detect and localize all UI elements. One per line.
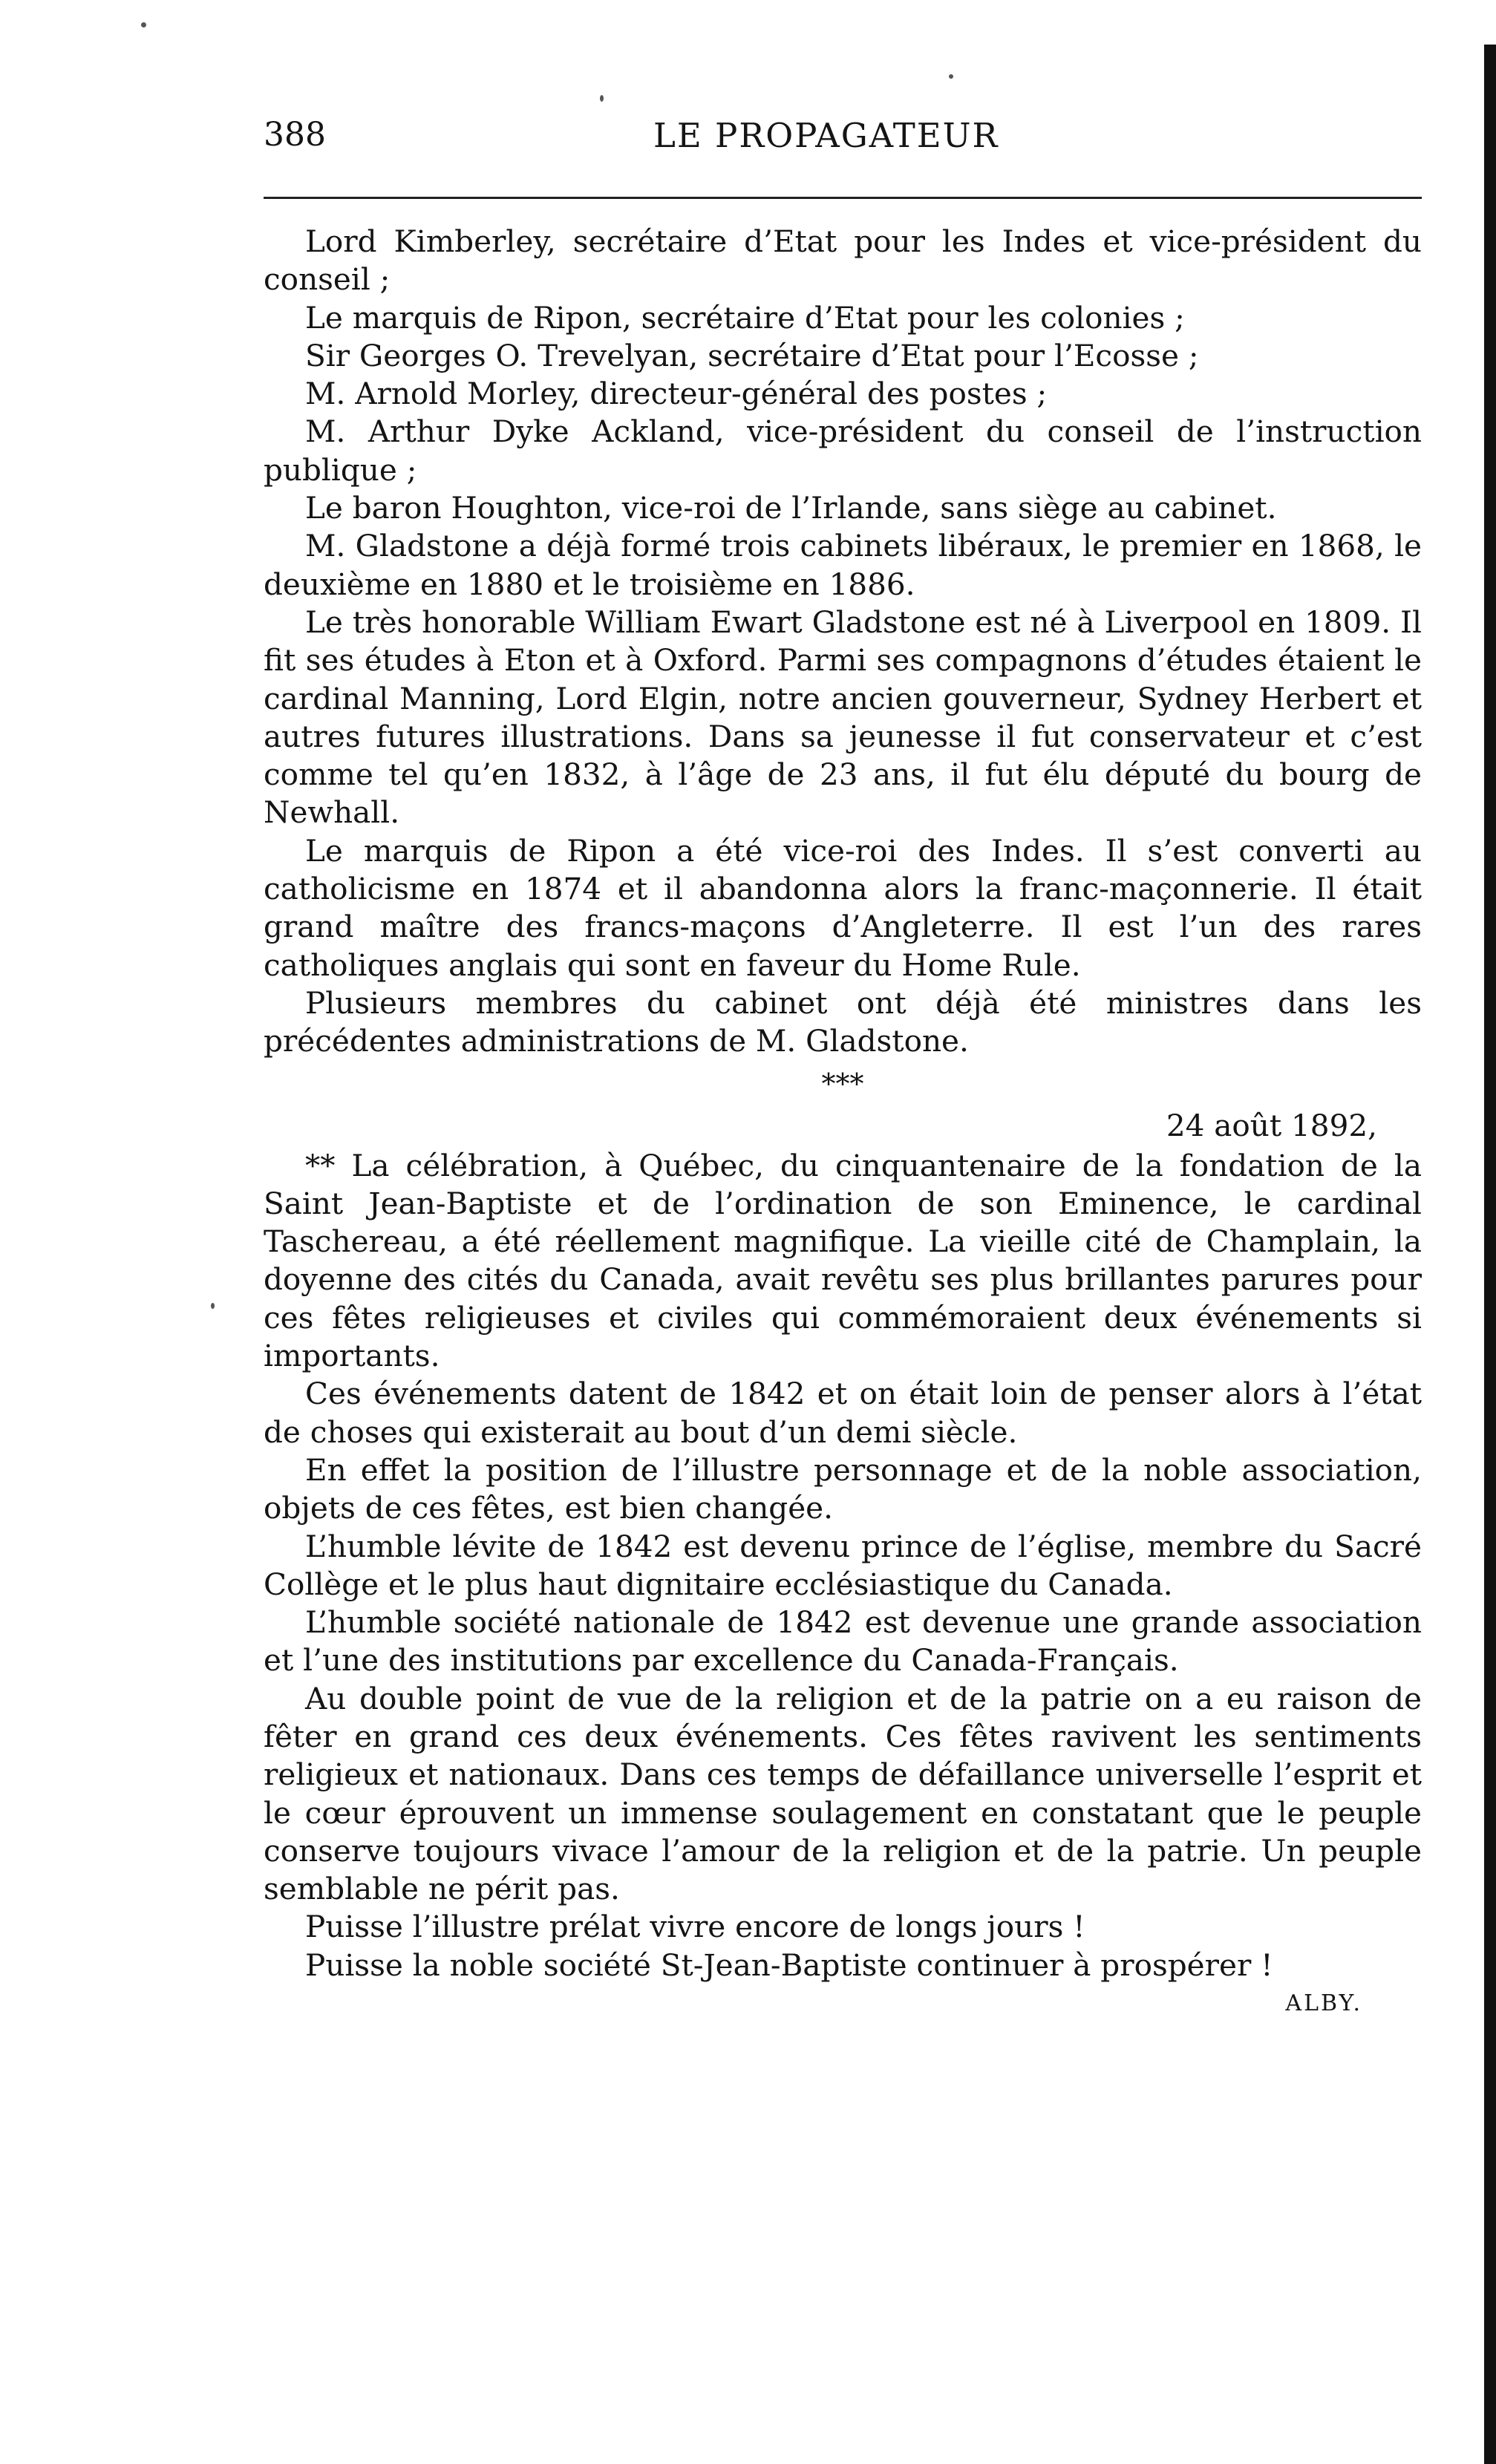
paragraph: M. Gladstone a déjà formé trois cabinets libéraux, le premier en 1868, le deuxième en 1880 et le troisième en 1886. bbox=[264, 528, 1422, 602]
paragraph: Le marquis de Ripon a été vice-roi des Indes. Il s’est converti au catholicisme en 1874 et il abandonna alors la franc-maçonnerie. Il était grand maître des francs-maçons d’Angleterre. Il est l’un des rares catholiques anglais qui sont en faveur du Home Rule. bbox=[264, 832, 1422, 983]
paragraph: Le baron Houghton, vice-roi de l’Irlande, sans siège au cabinet. bbox=[305, 490, 1277, 526]
paragraph: L’humble société nationale de 1842 est devenue une grande association et l’une des institutions par excellence du Canada-Français. bbox=[264, 1604, 1422, 1679]
page-header bbox=[264, 110, 1422, 162]
scan-speck bbox=[949, 74, 953, 79]
asterism-separator: *** bbox=[821, 1067, 864, 1100]
header-rule bbox=[264, 197, 1422, 199]
running-title: LE PROPAGATEUR bbox=[653, 116, 999, 155]
paragraph: M. Arthur Dyke Ackland, vice-président du conseil de l’instruction publique ; bbox=[264, 414, 1422, 488]
paragraph: Le marquis de Ripon, secrétaire d’Etat pour les colonies ; bbox=[305, 299, 1185, 336]
paragraph: Ces événements datent de 1842 et on était loin de penser alors à l’état de choses qui existerait au bout d’un demi siècle. bbox=[264, 1376, 1422, 1450]
scan-speck bbox=[211, 1303, 215, 1309]
author-signature: ALBY. bbox=[1285, 1990, 1362, 2017]
scan-speck bbox=[141, 22, 146, 27]
paragraph: Sir Georges O. Trevelyan, secrétaire d’Etat pour l’Ecosse ; bbox=[305, 337, 1199, 373]
scan-speck bbox=[600, 95, 604, 102]
paragraph: Le très honorable William Ewart Gladstone est né à Liverpool en 1809. Il fit ses études à Eton et à Oxford. Parmi ses compagnons d’études étaient le cardinal Manning, Lord Elgin, notre ancien gouverneur, Sydney Herbert et autres futures illustrations. Dans sa jeunesse il fut conservateur et c’est comme tel qu’en 1832, à l’âge de 23 ans, il fut élu député du bourg de Newhall. bbox=[264, 604, 1422, 831]
paragraph: En effet la position de l’illustre personnage et de la noble association, objets de ces fêtes, est bien changée. bbox=[264, 1451, 1422, 1526]
dateline: 24 août 1892, bbox=[1166, 1107, 1377, 1143]
paragraph: Puisse la noble société St-Jean-Baptiste continuer à prospérer ! bbox=[305, 1947, 1273, 1983]
paragraph: L’humble lévite de 1842 est devenu prince de l’église, membre du Sacré Collège et le plus haut dignitaire ecclésiastique du Canada. bbox=[264, 1528, 1422, 1602]
paragraph: Plusieurs membres du cabinet ont déjà été ministres dans les précédentes administrations de M. Gladstone. bbox=[264, 984, 1422, 1059]
article-body bbox=[264, 223, 1422, 2023]
paragraph: M. Arnold Morley, directeur-général des postes ; bbox=[305, 376, 1048, 412]
paragraph: Lord Kimberley, secrétaire d’Etat pour les Indes et vice-président du conseil ; bbox=[264, 223, 1422, 298]
page-number: 388 bbox=[264, 116, 326, 154]
page-binding-edge bbox=[1484, 45, 1496, 2464]
paragraph: ** La célébration, à Québec, du cinquantenaire de la fondation de la Saint Jean-Baptiste et de l’ordination de son Eminence, le cardinal Taschereau, a été réellement magnifique. La vieille cité de Champlain, la doyenne des cités du Canada, avait revêtu ses plus brillantes parures pour ces fêtes religieuses et civiles qui commémoraient deux événements si importants. bbox=[264, 1147, 1422, 1374]
paragraph: Puisse l’illustre prélat vivre encore de longs jours ! bbox=[305, 1909, 1085, 1945]
paragraph: Au double point de vue de la religion et de la patrie on a eu raison de fêter en grand ces deux événements. Ces fêtes ravivent les sentiments religieux et nationaux. Dans ces temps de défaillance universelle l’esprit et le cœur éprouvent un immense soulagement en constatant que le peuple conserve toujours vivace l’amour de la religion et de la patrie. Un peuple semblable ne périt pas. bbox=[264, 1680, 1422, 1907]
